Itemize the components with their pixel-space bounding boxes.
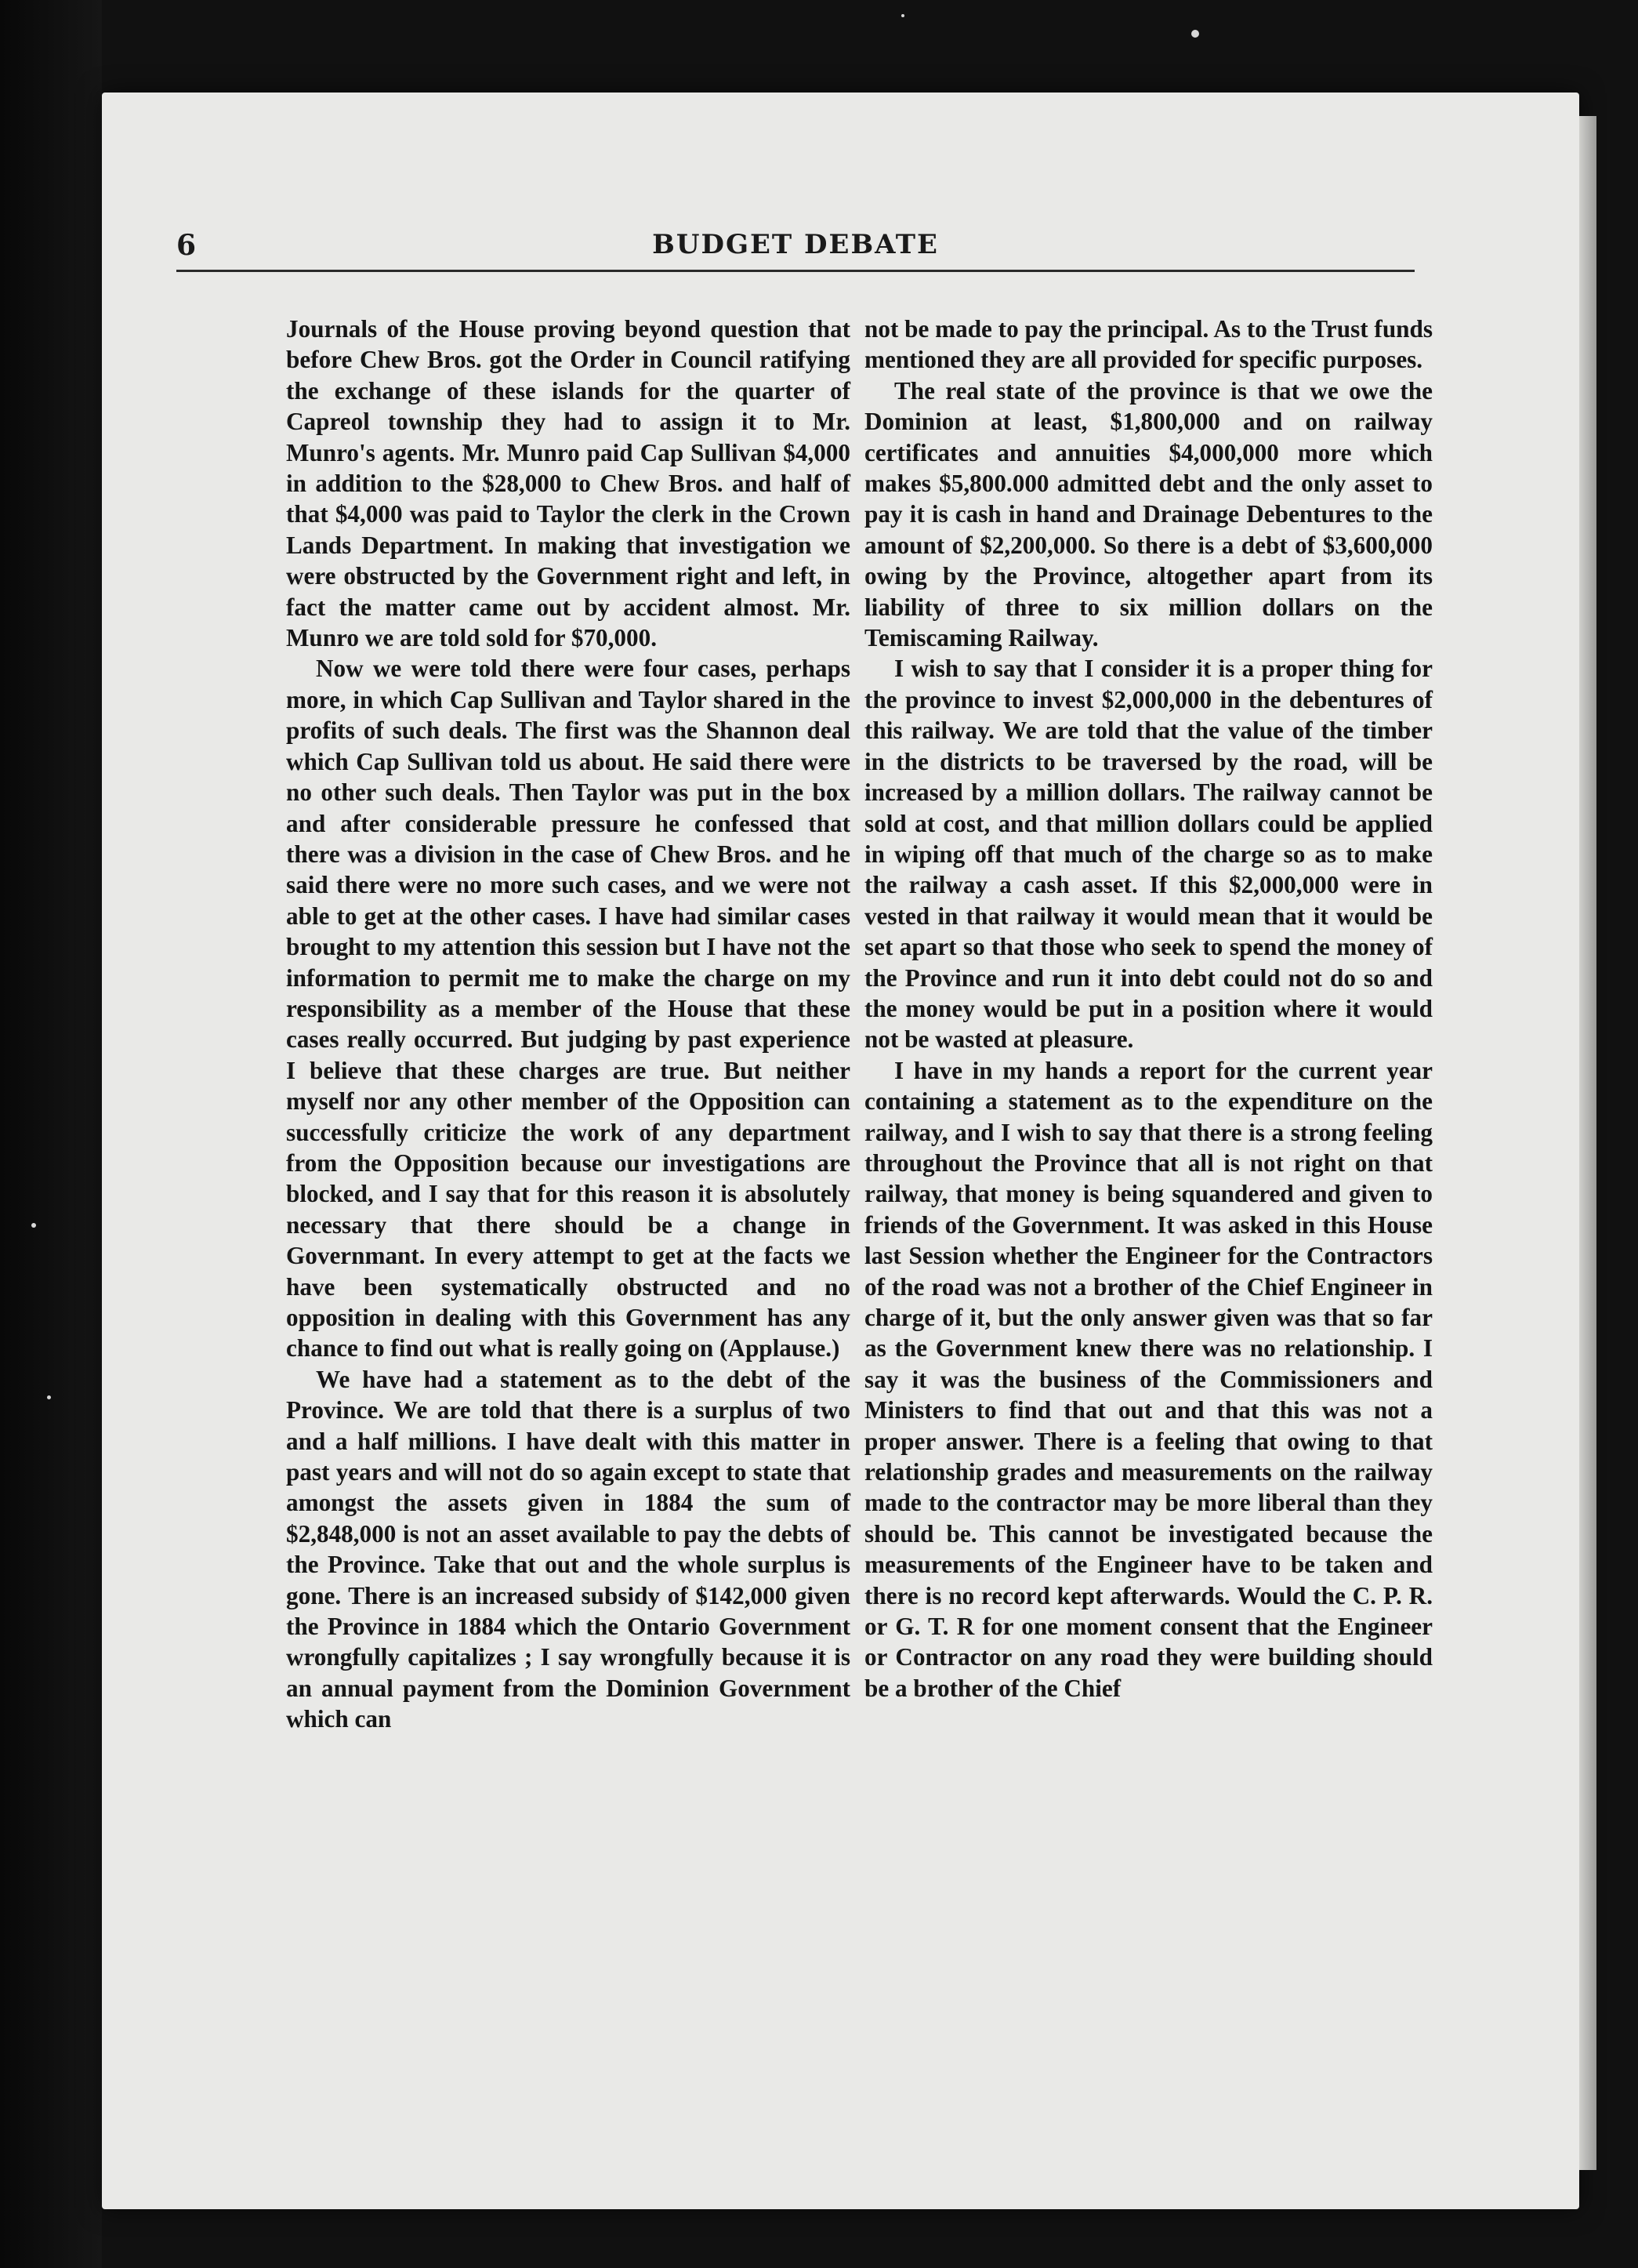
paragraph: We have had a statement as to the debt of the Province. We are told that there is a surplus of two and a half millions. I have dealt with this matter in past years and will not do so again except to state that amongst the assets given in 1884 the sum of $2,848,000 is not an asset available to pay the debts of the Province. Take that out and the whole surplus is gone. There is an increased subsidy of $142,000 given the Province in 1884 which the Ontario Government wrongfully capitalizes ; I say wrongfully because it is an annual payment from the Dominion Government which can	[286, 1365, 850, 1733]
left-column	[286, 314, 850, 1735]
page-number: 6	[176, 229, 197, 262]
scan-background	[0, 0, 102, 2268]
paragraph: Journals of the House proving beyond question that before Chew Bros. got the Order in Council ratifying the exchange of these islands for the quarter of Capreol township they had to assign it to Mr. Munro's agents. Mr. Munro paid Cap Sullivan $4,000 in addition to the $28,000 to Chew Bros. and half of that $4,000 was paid to Taylor the clerk in the Crown Lands Department. In making that investigation we were obstructed by the Government right and left, in fact the matter came out by accident almost. Mr. Munro we are told sold for $70,000.	[286, 315, 850, 652]
paragraph: I have in my hands a report for the current year containing a statement as to the expenditure on the railway, and I wish to say that there is a strong feeling throughout the Province that all is not right on that railway, that money is being squandered and given to friends of the Government. It was asked in this House last Session whether the Engineer for the Contractors of the road was not a brother of the Chief Engineer in charge of it, but the only answer given was that so far as the Government knew there was no relationship. I say it was the business of the Commissioners and Ministers to find that out and that this was not a proper answer. There is a feeling that owing to that relationship grades and measurements on the railway made to the contractor may be more liberal than they should be. This cannot be investigated because the measurements of the Engineer have to be taken and there is no record kept afterwards. Would the C. P. R. or G. T. R for one moment consent that the Engineer or Contractor on any road they were building should be a brother of the Chief	[864, 1056, 1433, 1702]
paragraph: I wish to say that I consider it is a proper thing for the province to invest $2,000,000 in the debentures of this railway. We are told that the value of the timber in the districts to be traversed by the road, will be increased by a million dollars. The railway cannot be sold at cost, and that million dollars could be applied in wiping off that much of the charge so as to make the railway a cash asset. If this $2,000,000 were in vested in that railway it would mean that it would be set apart so that those who seek to spend the money of the Province and run it into debt could not do so and the money would be put in a position where it would not be wasted at pleasure.	[864, 655, 1433, 1054]
right-column	[864, 314, 1433, 1704]
paragraph: The real state of the province is that we owe the Dominion at least, $1,800,000 and on railway certificates and annuities $4,000,000 more which makes $5,800.000 admitted debt and the only asset to pay it is cash in hand and Drainage Debentures to the amount of $2,200,000. So there is a debt of $3,600,000 owing by the Province, altogether apart from its liability of three to six million dollars on the Temiscaming Railway.	[864, 376, 1433, 652]
paragraph: not be made to pay the principal. As to the Trust funds mentioned they are all provided for specific purposes.	[864, 315, 1433, 374]
running-title: BUDGET DEBATE	[652, 229, 939, 260]
page-header	[176, 229, 1415, 268]
header-rule	[176, 270, 1415, 272]
page-edge	[1579, 116, 1596, 2170]
paragraph: Now we were told there were four cases, perhaps more, in which Cap Sullivan and Taylor shared in the profits of such deals. The first was the Shannon deal which Cap Sullivan told us about. He said there were no other such deals. Then Taylor was put in the box and after considerable pressure he confessed that there was a division in the case of Chew Bros. and he said there were no more such cases, and we were not able to get at the other cases. I have had similar cases brought to my attention this session but I have not the information to permit me to make the charge on my responsibility as a member of the House that these cases really occurred. But judging by past experience I believe that these charges are true. But neither myself nor any other member of the Opposition can successfully criticize the work of any department from the Opposition because our investigations are blocked, and I say that for this reason it is absolutely necessary that there should be a change in Governmant. In every attempt to get at the facts we have been systematically obstructed and no opposition in dealing with this Government has any chance to find out what is really going on (Applause.)	[286, 655, 850, 1363]
